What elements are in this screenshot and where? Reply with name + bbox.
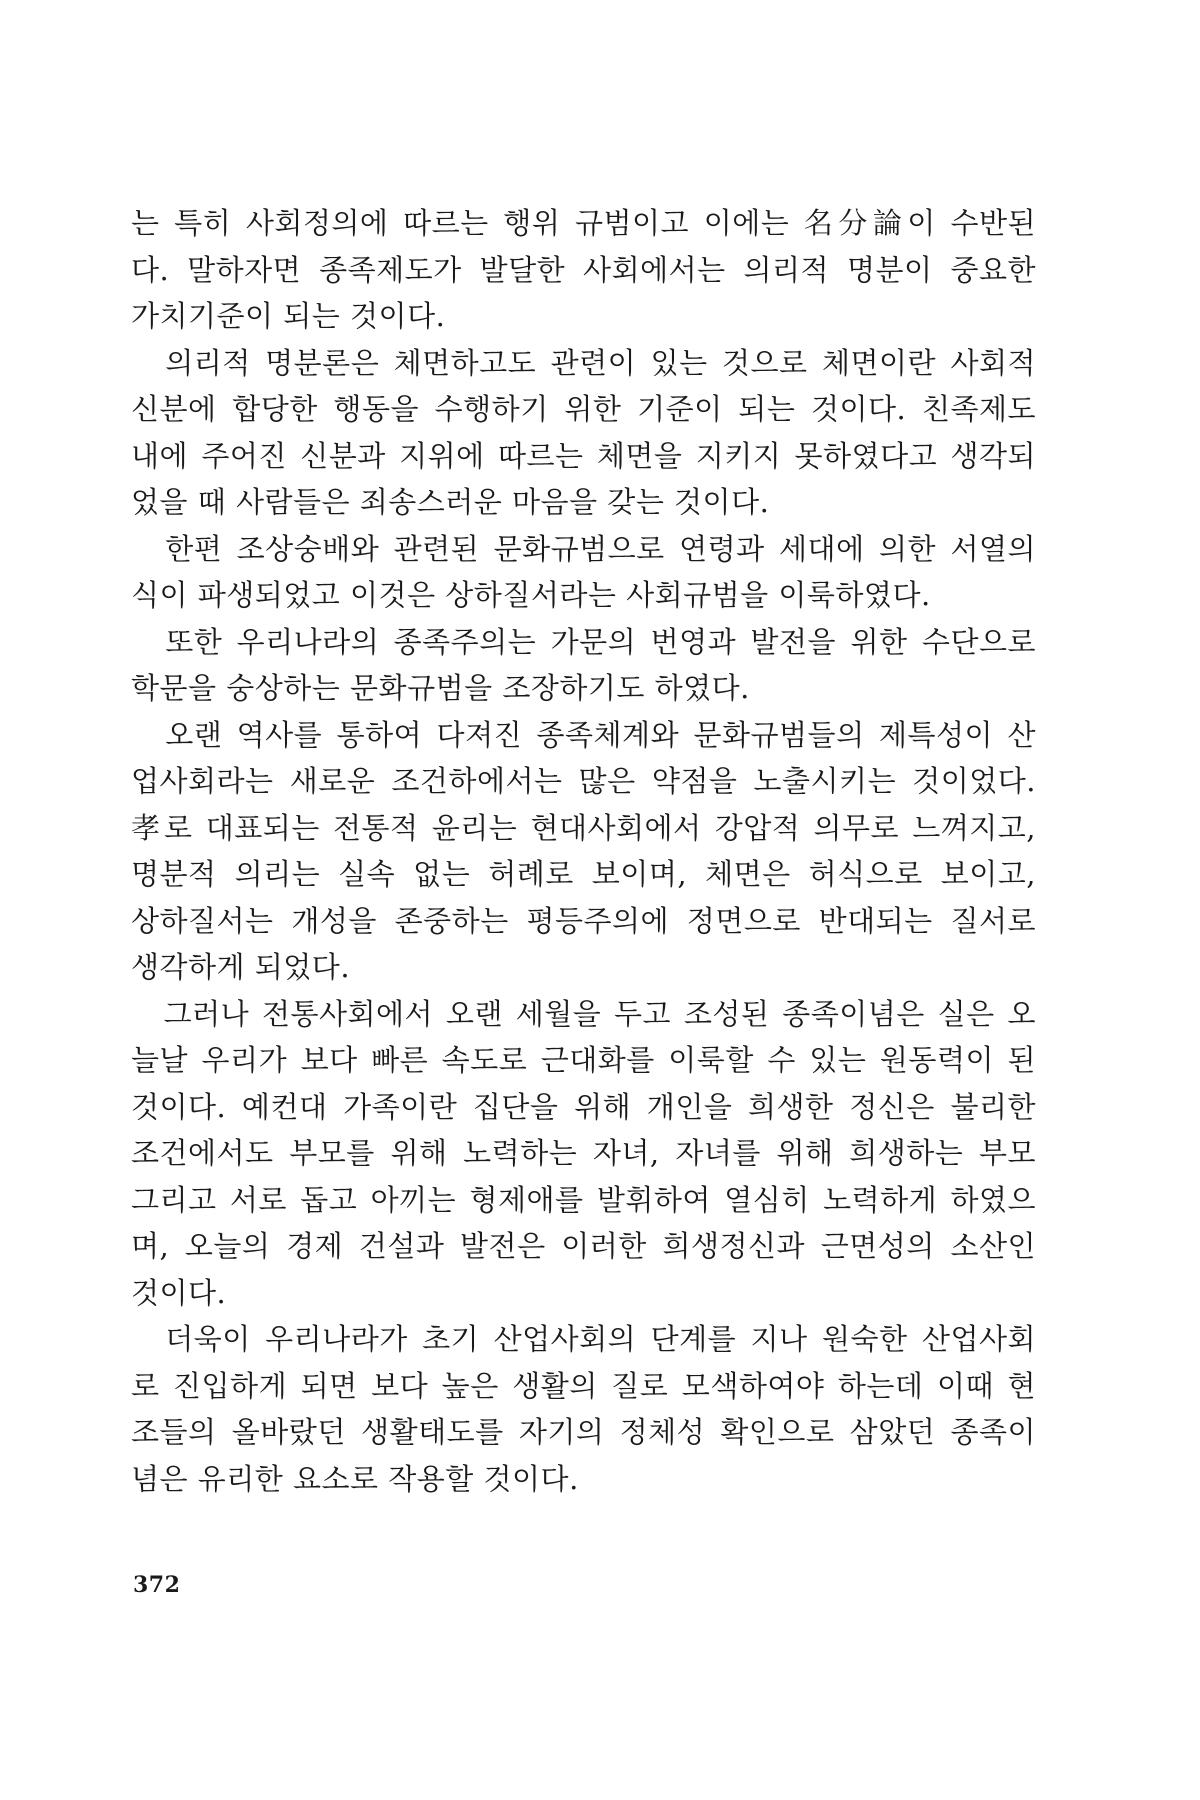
text-line-1: 는 특히 사회정의에 따르는 행위 규범이고 이에는 名分論이 수반된 — [131, 206, 1036, 240]
text-line-17: 생각하게 되었다. — [131, 950, 351, 984]
text-line-11: 학문을 숭상하는 문화규범을 조장하기도 하였다. — [131, 671, 750, 705]
text-line-20: 것이다. 예컨대 가족이란 집단을 위해 개인을 희생한 정신은 불리한 — [131, 1089, 1036, 1124]
text-line-25: 더욱이 우리나라가 초기 산업사회의 단계를 지나 원숙한 산업사회 — [131, 1322, 1036, 1356]
body-text — [131, 200, 1036, 1502]
text-line-15: 명분적 의리는 실속 없는 허례로 보이며, 체면은 허식으로 보이고, — [131, 857, 1036, 891]
text-line-13: 업사회라는 새로운 조건하에서는 많은 약점을 노출시키는 것이었다. — [131, 764, 1036, 798]
text-line-18: 그러나 전통사회에서 오랜 세월을 두고 조성된 종족이념은 실은 오 — [131, 996, 1036, 1031]
text-line-24: 것이다. — [131, 1275, 227, 1310]
text-line-10: 또한 우리나라의 종족주의는 가문의 번영과 발전을 위한 수단으로 — [131, 624, 1036, 659]
text-line-19: 늘날 우리가 보다 빠른 속도로 근대화를 이룩할 수 있는 원동력이 된 — [131, 1043, 1036, 1077]
text-line-7: 었을 때 사람들은 죄송스러운 마음을 갖는 것이다. — [131, 485, 770, 519]
text-line-21: 조건에서도 부모를 위해 노력하는 자녀, 자녀를 위해 희생하는 부모 — [131, 1136, 1036, 1170]
text-line-16: 상하질서는 개성을 존중하는 평등주의에 정면으로 반대되는 질서로 — [131, 903, 1036, 938]
text-line-27: 조들의 올바랐던 생활태도를 자기의 정체성 확인으로 삼았던 종족이 — [131, 1415, 1036, 1449]
text-line-26: 로 진입하게 되면 보다 높은 생활의 질로 모색하여야 하는데 이때 현 — [131, 1368, 1036, 1403]
text-line-8: 한편 조상숭배와 관련된 문화규범으로 연령과 세대에 의한 서열의 — [131, 531, 1036, 566]
text-line-5: 신분에 합당한 행동을 수행하기 위한 기준이 되는 것이다. 친족제도 — [131, 392, 1036, 426]
text-line-6: 내에 주어진 신분과 지위에 따르는 체면을 지키지 못하였다고 생각되 — [131, 438, 1036, 473]
text-line-9: 식이 파생되었고 이것은 상하질서라는 사회규범을 이룩하였다. — [131, 578, 931, 612]
text-line-23: 며, 오늘의 경제 건설과 발전은 이러한 희생정신과 근면성의 소산인 — [131, 1229, 1036, 1263]
page-number: 372 — [133, 1572, 181, 1598]
text-line-14: 孝로 대표되는 전통적 윤리는 현대사회에서 강압적 의무로 느껴지고, — [131, 810, 1036, 845]
text-line-12: 오랜 역사를 통하여 다져진 종족체계와 문화규범들의 제특성이 산 — [131, 717, 1036, 752]
text-line-22: 그리고 서로 돕고 아끼는 형제애를 발휘하여 열심히 노력하게 하였으 — [131, 1182, 1036, 1217]
text-line-3: 가치기준이 되는 것이다. — [131, 299, 446, 333]
text-line-4: 의리적 명분론은 체면하고도 관련이 있는 것으로 체면이란 사회적 — [131, 345, 1036, 380]
text-line-2: 다. 말하자면 종족제도가 발달한 사회에서는 의리적 명분이 중요한 — [131, 252, 1036, 287]
text-line-28: 념은 유리한 요소로 작용할 것이다. — [131, 1461, 579, 1496]
